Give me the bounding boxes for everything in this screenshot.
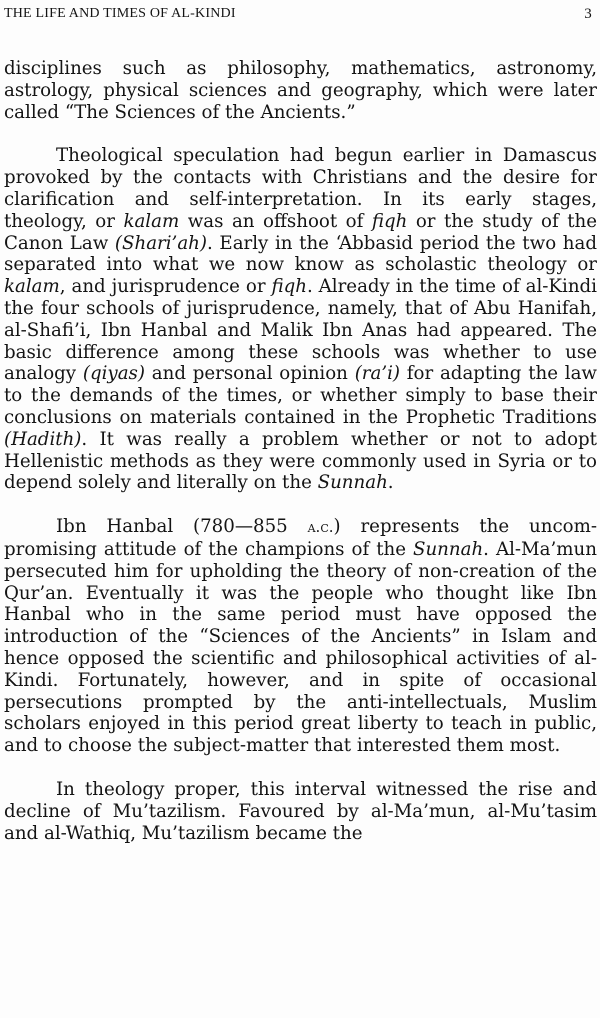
running-header xyxy=(4,4,592,28)
page-number: 3 xyxy=(584,6,592,22)
paragraph-3: Ibn Hanbal (780—855 a.c.) represents the uncompromising attitude of the champions of the Sunnah. Al-Ma’mun persecuted him for upholding the theory of non-creation of the Qur’an. Eventually it was the people who thought like Ibn Hanbal who in the same period must have opposed the introduction of the “Sciences of the Ancients” in Islam and hence opposed the scientific and philosophical activities of al-Kindi. Fortunately, however, and in spite of occasional persecutions prompted by the anti-intellectuals, Muslim scholars enjoyed in this period great liberty to teach in public, and to choose the subject-matter that interested them most. xyxy=(4,516,597,757)
paragraph-1: disciplines such as philosophy, mathematics, astronomy, astrology, physical sciences and geography, which were later called “The Sciences of the Ancients.” xyxy=(4,58,597,123)
paragraph-2: Theological speculation had begun earlier in Damascus provoked by the contacts with Christians and the desire for clarification and self-interpretation. In its early stages, theology, or kalam was an offshoot of fiqh or the study of the Canon Law (Shari’ah). Early in the ‘Abbasid period the two had separated into what we now know as scholastic theology or kalam, and jurisprudence or fiqh. Already in the time of al-Kindi the four schools of jurisprudence, namely, that of Abu Hanifah, al-Shafi’i, Ibn Hanbal and Malik Ibn Anas had appeared. The basic difference among these schools was whether to use analogy (qiyas) and personal opinion (ra’i) for adapting the law to the demands of the times, or whether simply to base their conclusions on materials contained in the Prophetic Traditions (Hadith). It was really a problem whether or not to adopt Hellenistic methods as they were commonly used in Syria or to depend solely and literally on the Sunnah. xyxy=(4,145,597,494)
running-title: THE LIFE AND TIMES OF AL-KINDI xyxy=(4,6,236,21)
paragraph-4: In theology proper, this interval witnessed the rise and decline of Mu’tazilism. Favoured by al-Ma’mun, al-Mu’tasim and al-Wathiq, Mu’tazilism became the xyxy=(4,778,597,844)
body-text xyxy=(4,58,597,844)
